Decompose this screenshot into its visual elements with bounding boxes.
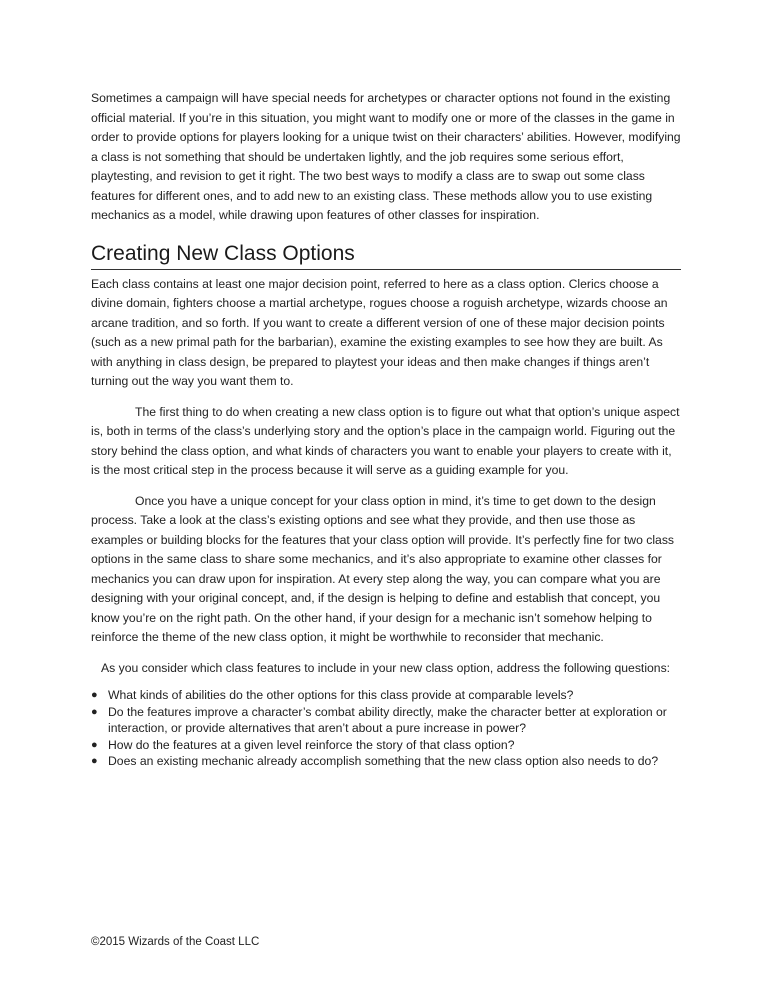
bullet-icon: ● [91,738,98,751]
document-page [91,89,681,770]
list-item-text: Does an existing mechanic already accomplish something that the new class option also needs to do? [108,754,659,768]
questions-list [91,687,681,770]
bullet-icon: ● [91,755,98,767]
body-paragraph-design-process: Once you have a unique concept for your class option in mind, it’s time to get down to the design process. Take a look at the class’s existing options and see what they provide, and then use those as examples or building blocks for the features that your class option will provide. It’s perfectly fine for two class options in the same class to share some mechanics, and it’s also appropriate to examine other classes for mechanics you can draw upon for inspiration. At every step along the way, you can compare what you are designing with your original concept, and, if the design is helping to define and establish that concept, you know you’re on the right path. On the other hand, if your design for a mechanic isn’t somehow helping to reinforce the theme of the new class option, it might be worthwhile to reconsider that mechanic. [91,493,675,644]
body-paragraph-unique-aspect: The first thing to do when creating a new class option is to figure out what that option’s unique aspect is, both in terms of the class’s underlying story and the option’s place in the campaign world. Figuring out the story behind the class option, and what kinds of characters you want to enable your players to create with it, is the most critical step in the process because it will serve as a guiding example for you. [91,404,680,477]
bullet-icon: ● [91,689,98,701]
intro-paragraph: Sometimes a campaign will have special needs for archetypes or character options not found in the existing official material. If you’re in this situation, you might want to modify one or more of the classes in the game in order to provide options for players looking for a unique twist on their characters’ abilities. However, modifying a class is not something that should be undertaken lightly, and the job requires some serious effort, playtesting, and revision to get it right. The two best ways to modify a class are to swap out some class features for different ones, and to add new to an existing class. These methods allow you to use existing mechanics as a model, while drawing upon features of other classes for inspiration. [91,91,681,222]
list-item [91,737,681,754]
list-item [91,753,681,770]
list-item [91,687,681,704]
copyright-footer: ©2015 Wizards of the Coast LLC [91,936,260,948]
section-heading: Creating New Class Options [91,240,681,270]
list-item-text: What kinds of abilities do the other options for this class provide at comparable levels? [108,688,574,702]
body-paragraph-class-options: Each class contains at least one major decision point, referred to here as a class option. Clerics choose a divine domain, fighters choose a martial archetype, rogues choose a roguish archetype, wizards choose an arcane tradition, and so forth. If you want to create a different version of one of these major decision points (such as a new primal path for the barbarian), examine the existing examples to see how they are built. As with anything in class design, be prepared to playtest your ideas and then make changes if things aren’t turning out the way you want them to. [91,276,668,388]
list-item-text: How do the features at a given level reinforce the story of that class option? [108,737,515,752]
questions-lead-in: As you consider which class features to include in your new class option, address the following questions: [101,660,671,675]
bullet-icon: ● [91,705,98,718]
list-item [91,704,681,737]
list-item-text: Do the features improve a character’s combat ability directly, make the character better at exploration or interaction, or provide alternatives that aren’t about a pure increase in power? [108,704,667,735]
